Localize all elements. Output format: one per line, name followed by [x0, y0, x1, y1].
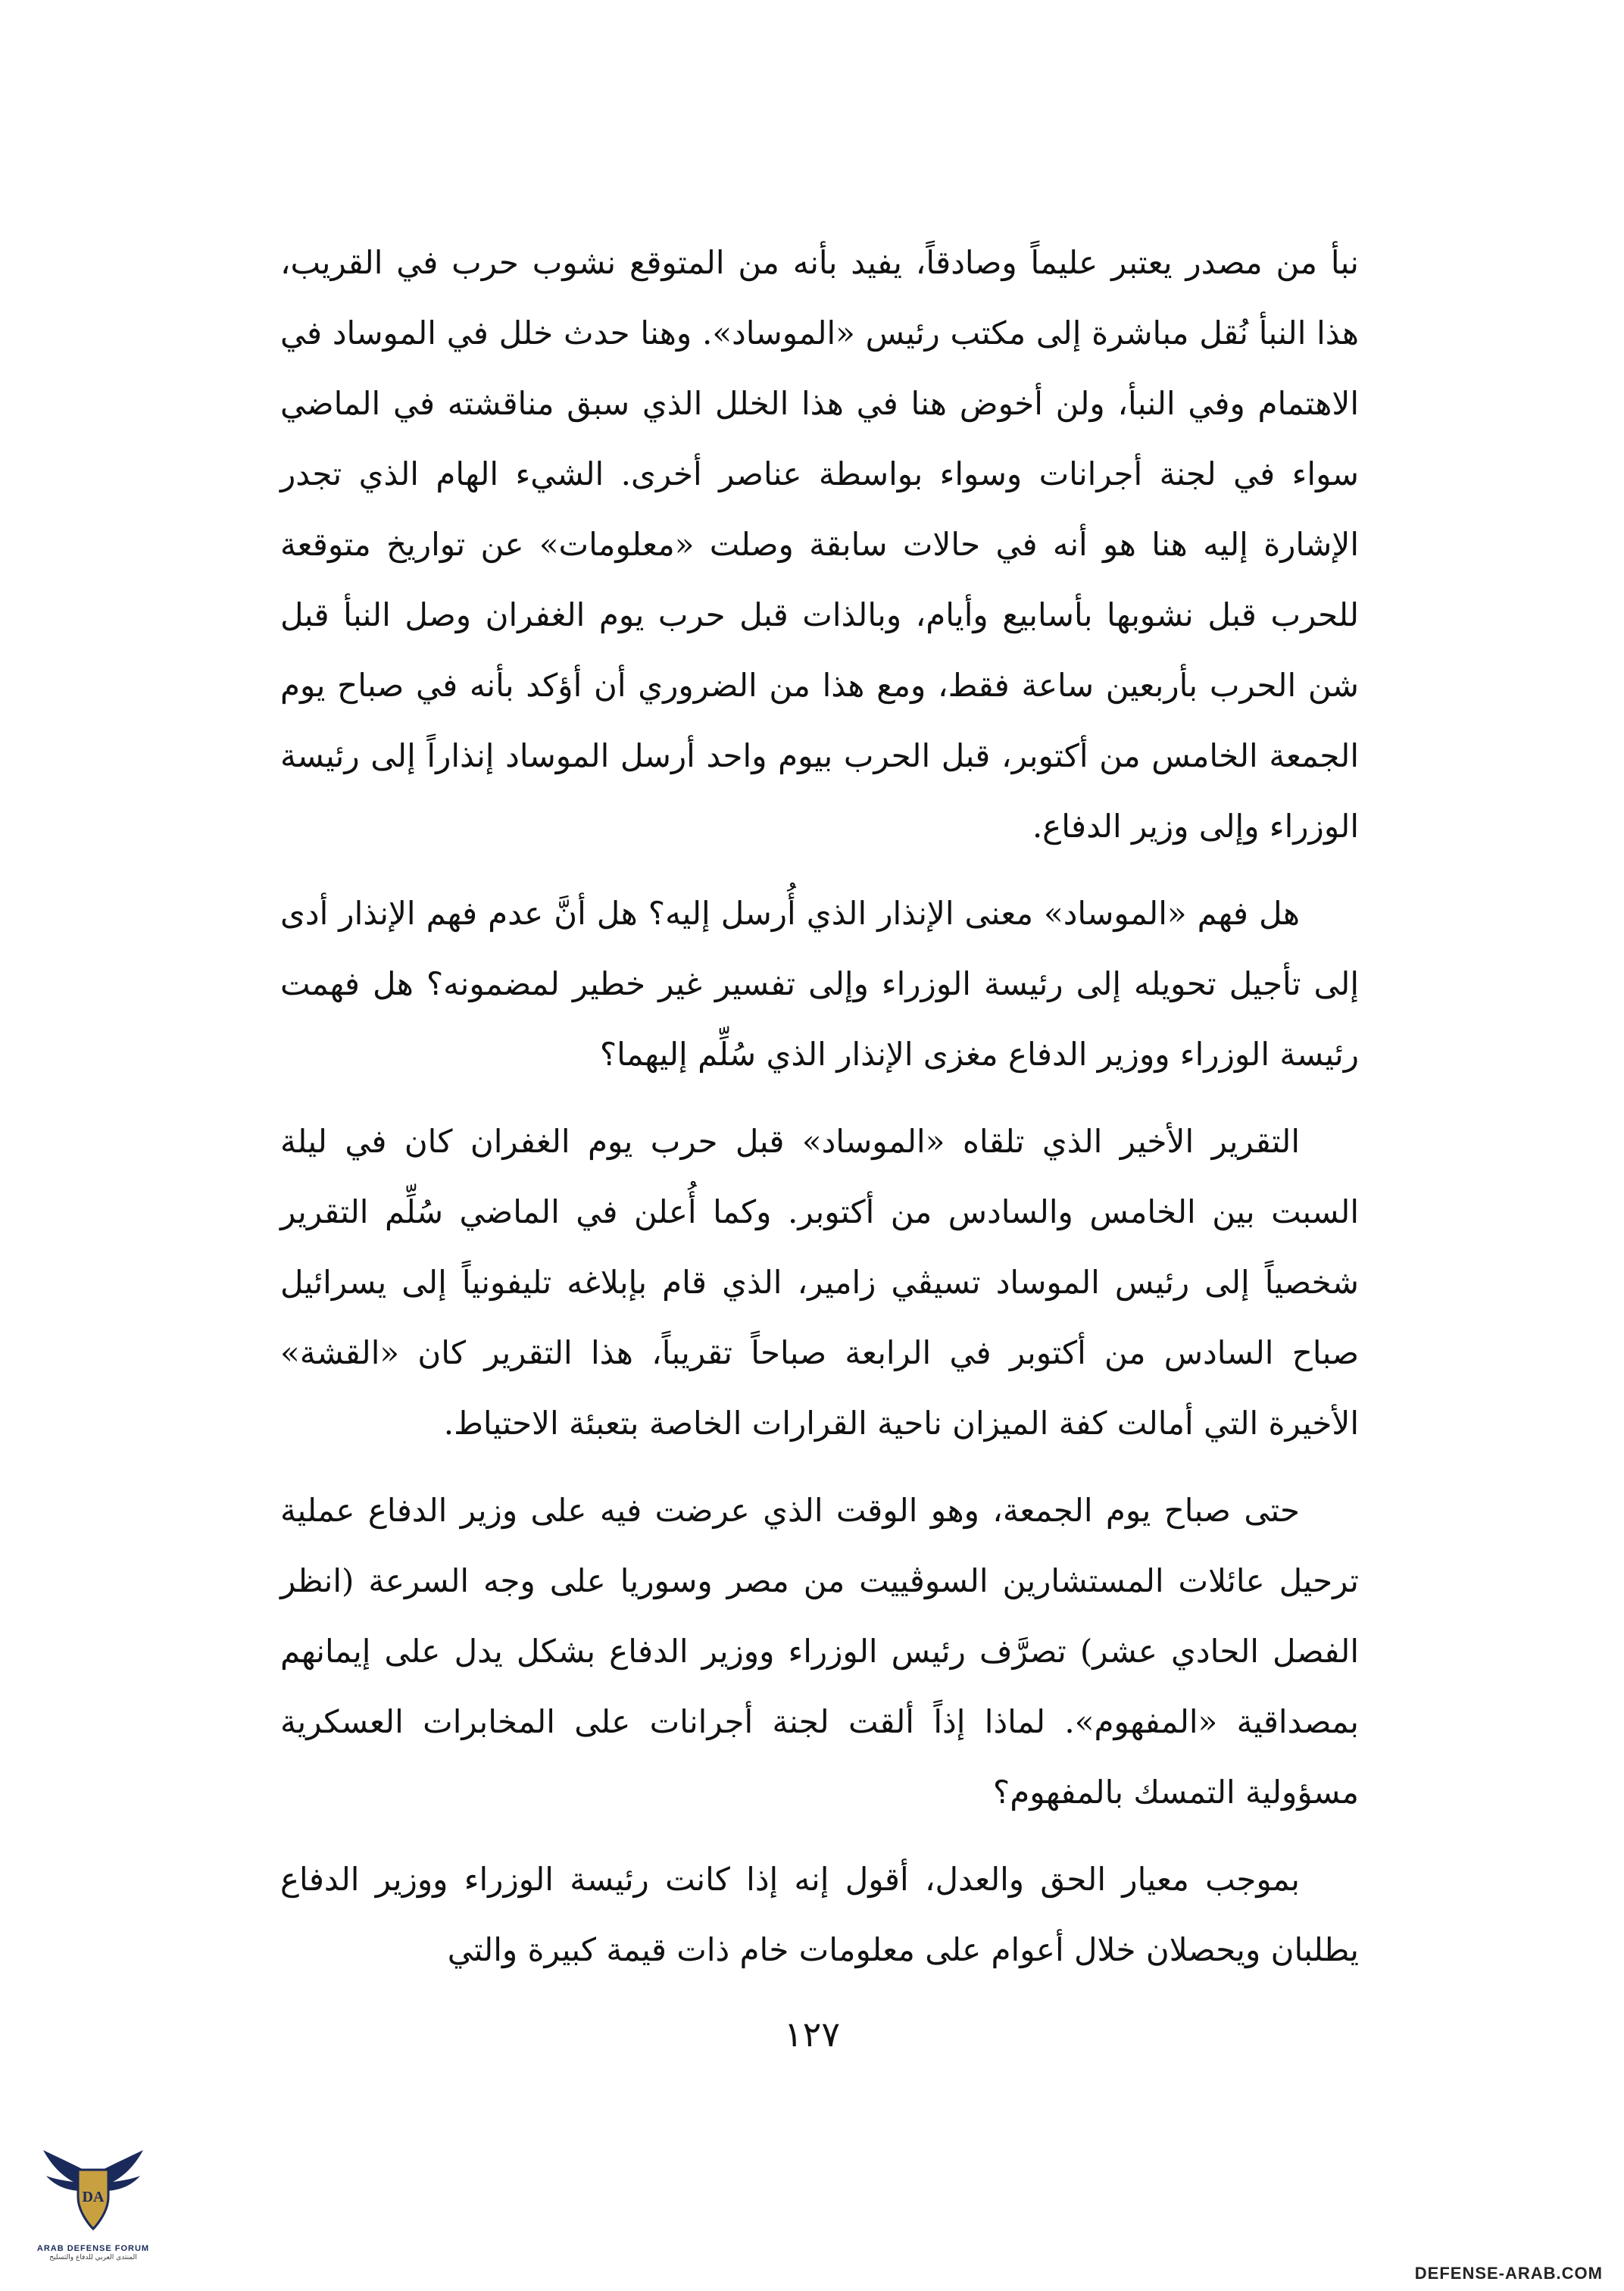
site-watermark: DEFENSE-ARAB.COM	[1414, 2264, 1603, 2283]
paragraph-5: بموجب معيار الحق والعدل، أقول إنه إذا كانت رئيسة الوزراء ووزير الدفاع يطلبان ويحصلان خلال أعوام على معلومات خام ذات قيمة كبيرة والتي	[280, 1861, 1359, 1968]
logo-title: ARAB DEFENSE FORUM	[36, 2244, 150, 2253]
svg-text:DA: DA	[82, 2189, 105, 2205]
page-number: ١٢٧	[783, 2014, 841, 2055]
forum-logo	[36, 2144, 150, 2280]
paragraph-4: حتى صباح يوم الجمعة، وهو الوقت الذي عرضت فيه على وزير الدفاع عملية ترحيل عائلات المستشارين السوڤييت من مصر وسوريا على وجه السرعة (انظر الفصل الحادي عشر) تصرَّف رئيس الوزراء ووزير الدفاع بشكل يدل على إيمانهم بمصداقية «المفهوم». لماذا إذاً ألقت لجنة أجرانات على المخابرات العسكرية مسؤولية التمسك بالمفهوم؟	[280, 1492, 1359, 1811]
logo-subtitle: المنتدى العربي للدفاع والتسليح	[49, 2254, 137, 2261]
paragraph-1: نبأ من مصدر يعتبر عليماً وصادقاً، يفيد بأنه من المتوقع نشوب حرب في القريب، هذا النبأ نُقل مباشرة إلى مكتب رئيس «الموساد». وهنا حدث خلل في الموساد في الاهتمام وفي النبأ، ولن أخوض هنا في هذا الخلل الذي سبق مناقشته في الماضي سواء في لجنة أجرانات وسواء بواسطة عناصر أخرى. الشيء الهام الذي تجدر الإشارة إليه هنا هو أنه في حالات سابقة وصلت «معلومات» عن تواريخ متوقعة للحرب قبل نشوبها بأسابيع وأيام، وبالذات قبل حرب يوم الغفران وصل النبأ قبل شن الحرب بأربعين ساعة فقط، ومع هذا من الضروري أن أؤكد بأنه في صباح يوم الجمعة الخامس من أكتوبر، قبل الحرب بيوم واحد أرسل الموساد إنذاراً إلى رئيسة الوزراء وإلى وزير الدفاع.	[280, 244, 1359, 845]
paragraph-3: التقرير الأخير الذي تلقاه «الموساد» قبل حرب يوم الغفران كان في ليلة السبت بين الخامس والسادس من أكتوبر. وكما أُعلن في الماضي سُلِّم التقرير شخصياً إلى رئيس الموساد تسيڤي زامير، الذي قام بإبلاغه تليفونياً إلى يسرائيل صباح السادس من أكتوبر في الرابعة صباحاً تقريباً، هذا التقرير كان «القشة» الأخيرة التي أمالت كفة الميزان ناحية القرارات الخاصة بتعبئة الاحتياط.	[280, 1123, 1359, 1442]
paragraph-2: هل فهم «الموساد» معنى الإنذار الذي أُرسل إليه؟ هل أنَّ عدم فهم الإنذار أدى إلى تأجيل تحويله إلى رئيسة الوزراء وإلى تفسير غير خطير لمضمونه؟ هل فهمت رئيسة الوزراء ووزير الدفاع مغزى الإنذار الذي سُلِّم إليهما؟	[280, 895, 1359, 1073]
winged-shield-icon	[36, 2144, 150, 2243]
body-text	[280, 227, 1359, 2002]
